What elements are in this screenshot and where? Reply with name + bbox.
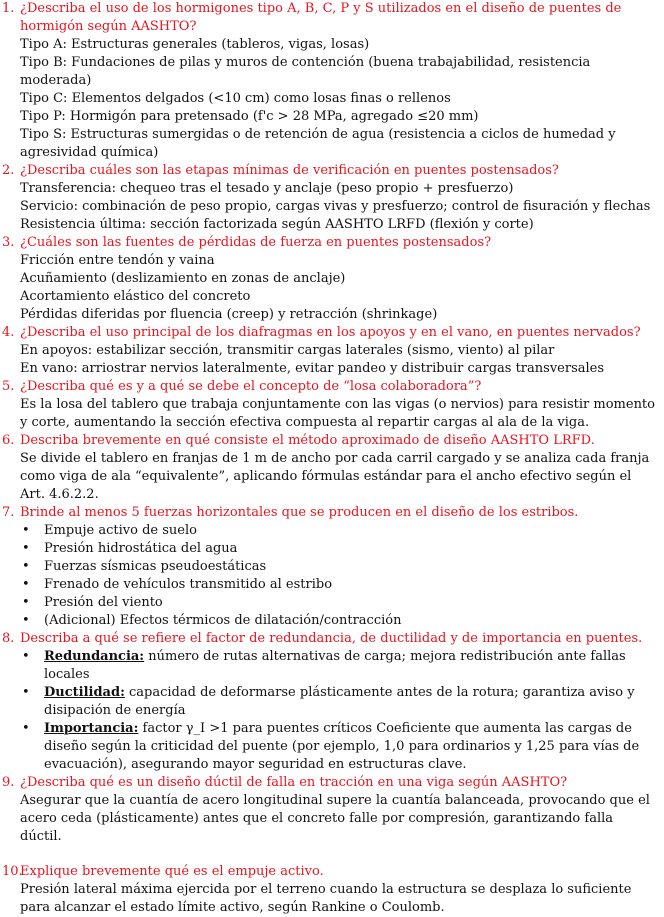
answer-line: Tipo A: Estructuras generales (tableros, vigas, losas) (20, 37, 370, 52)
bullet-icon: • (22, 559, 30, 574)
question-text: ¿Describa cuáles son las etapas mínimas de verificación en puentes postensados? (20, 163, 559, 178)
bullet-item (2, 720, 658, 774)
bullet-item (2, 576, 658, 594)
bullet-list (2, 522, 658, 630)
answer-line: Servicio: combinación de peso propio, cargas vivas y presfuerzo; control de fisuración y flechas (20, 199, 651, 214)
question-section (2, 504, 658, 630)
answer-line: Transferencia: chequeo tras el tesado y anclaje (peso propio + presfuerzo) (20, 181, 514, 196)
bullet-item (2, 558, 658, 576)
answer-line: Se divide el tablero en franjas de 1 m de ancho por cada carril cargado y se analiza cada franja como viga de ala “equivalente”, aplicando fórmulas estándar para el ancho efectivo según el Art. 4.6.2.2. (20, 451, 650, 502)
question-text: ¿Cuáles son las fuentes de pérdidas de fuerza en puentes postensados? (20, 235, 492, 250)
bullet-text: número de rutas alternativas de carga; mejora redistribución ante fallas locales (44, 649, 626, 682)
answer-line: Acortamiento elástico del concreto (20, 289, 251, 304)
question (2, 630, 658, 648)
question-section (2, 378, 658, 432)
question-section (2, 630, 658, 774)
bullet-text: Presión del viento (44, 595, 163, 610)
answer-line: Tipo P: Hormigón para pretensado (f'c > 28 MPa, agregado ≤20 mm) (20, 109, 479, 124)
bullet-item (2, 612, 658, 630)
bullet-term: Redundancia: (44, 649, 145, 664)
bullet-icon: • (22, 685, 30, 700)
bullet-text: Fuerzas sísmicas pseudoestáticas (44, 559, 267, 574)
bullet-text: factor γ_I >1 para puentes críticos Coeficiente que aumenta las cargas de diseño según la criticidad del puente (por ejemplo, 1,0 para ordinarios y 1,25 para vías de evacuación), asegurando mayor seguridad en estructuras clave. (44, 721, 640, 772)
question-number: 10. (2, 864, 23, 879)
bullet-text: Empuje activo de suelo (44, 523, 197, 538)
question (2, 863, 658, 881)
answer-line: Resistencia última: sección factorizada según AASHTO LRFD (flexión y corte) (20, 217, 534, 232)
question-number: 7. (2, 505, 15, 520)
question-number: 4. (2, 325, 15, 340)
question-number: 3. (2, 235, 15, 250)
question (2, 774, 658, 792)
question-number: 6. (2, 433, 15, 448)
bullet-term: Importancia: (44, 721, 139, 736)
question-number: 8. (2, 631, 15, 646)
question-text: Explique brevemente qué es el empuje activo. (20, 864, 324, 879)
bullet-term: Ductilidad: (44, 685, 125, 700)
question-section (2, 863, 658, 917)
bullet-text: capacidad de deformarse plásticamente antes de la rotura; garantiza aviso y disipación de energía (44, 685, 635, 718)
answer-line: Acuñamiento (deslizamiento en zonas de anclaje) (20, 271, 346, 286)
question-text: Describa a qué se refiere el factor de redundancia, de ductilidad y de importancia en puentes. (20, 631, 643, 646)
question-text: Describa brevemente en qué consiste el método aproximado de diseño AASHTO LRFD. (20, 433, 595, 448)
answer-line: Es la losa del tablero que trabaja conjuntamente con las vigas (o nervios) para resistir momento y corte, aumentando la sección efectiva compuesta al repartir cargas al ala de la viga. (20, 397, 655, 430)
question (2, 162, 658, 180)
question-number: 1. (2, 1, 15, 16)
question-number: 2. (2, 163, 15, 178)
question-section (2, 774, 658, 846)
bullet-icon: • (22, 595, 30, 610)
bullet-list (2, 648, 658, 774)
question (2, 432, 658, 450)
bullet-icon: • (22, 523, 30, 538)
answer-line: En apoyos: estabilizar sección, transmitir cargas laterales (sismo, viento) al pilar (20, 343, 555, 358)
question (2, 378, 658, 396)
answer-line: Pérdidas diferidas por fluencia (creep) y retracción (shrinkage) (20, 307, 438, 322)
answer-line: En vano: arriostrar nervios lateralmente, evitar pandeo y distribuir cargas transversales (20, 361, 605, 376)
bullet-icon: • (22, 541, 30, 556)
bullet-icon: • (22, 613, 30, 628)
question-text: ¿Describa el uso de los hormigones tipo A, B, C, P y S utilizados en el diseño de puentes de hormigón según AASHTO? (20, 1, 622, 34)
question (2, 0, 658, 36)
answer-line: Presión lateral máxima ejercida por el terreno cuando la estructura se desplaza lo suficiente para alcanzar el estado límite activo, según Rankine o Coulomb. (20, 882, 632, 915)
bullet-text: (Adicional) Efectos térmicos de dilatación/contracción (44, 613, 402, 628)
question-section (2, 234, 658, 324)
bullet-item (2, 594, 658, 612)
question-text: ¿Describa el uso principal de los diafragmas en los apoyos y en el vano, en puentes nervados? (20, 325, 641, 340)
question-section (2, 0, 658, 162)
bullet-item (2, 522, 658, 540)
question (2, 234, 658, 252)
answer-line: Tipo C: Elementos delgados (<10 cm) como losas finas o rellenos (20, 91, 451, 106)
bullet-item (2, 540, 658, 558)
bullet-text: Frenado de vehículos transmitido al estribo (44, 577, 333, 592)
question-text: ¿Describa qué es y a qué se debe el concepto de “losa colaboradora”? (20, 379, 482, 394)
question-number: 5. (2, 379, 15, 394)
question-text: ¿Describa qué es un diseño dúctil de falla en tracción en una viga según AASHTO? (20, 775, 568, 790)
bullet-item (2, 684, 658, 720)
question-section (2, 162, 658, 234)
answer-line: Asegurar que la cuantía de acero longitudinal supere la cuantía balanceada, provocando que el acero ceda (plásticamente) antes que el concreto falle por compresión, garantizando falla dúctil. (20, 793, 650, 844)
question-text: Brinde al menos 5 fuerzas horizontales que se producen en el diseño de los estribos. (20, 505, 579, 520)
question-section (2, 432, 658, 504)
answer-line: Fricción entre tendón y vaina (20, 253, 215, 268)
question-section (2, 324, 658, 378)
section-gap (2, 846, 658, 863)
bullet-icon: • (22, 577, 30, 592)
question (2, 504, 658, 522)
bullet-text: Presión hidrostática del agua (44, 541, 238, 556)
bullet-icon: • (22, 649, 30, 664)
answer-line: Tipo S: Estructuras sumergidas o de retención de agua (resistencia a ciclos de humedad y agresividad química) (20, 127, 616, 160)
answer-line: Tipo B: Fundaciones de pilas y muros de contención (buena trabajabilidad, resistencia moderada) (20, 55, 591, 88)
question-number: 9. (2, 775, 15, 790)
bullet-icon: • (22, 721, 30, 736)
bullet-item (2, 648, 658, 684)
question (2, 324, 658, 342)
